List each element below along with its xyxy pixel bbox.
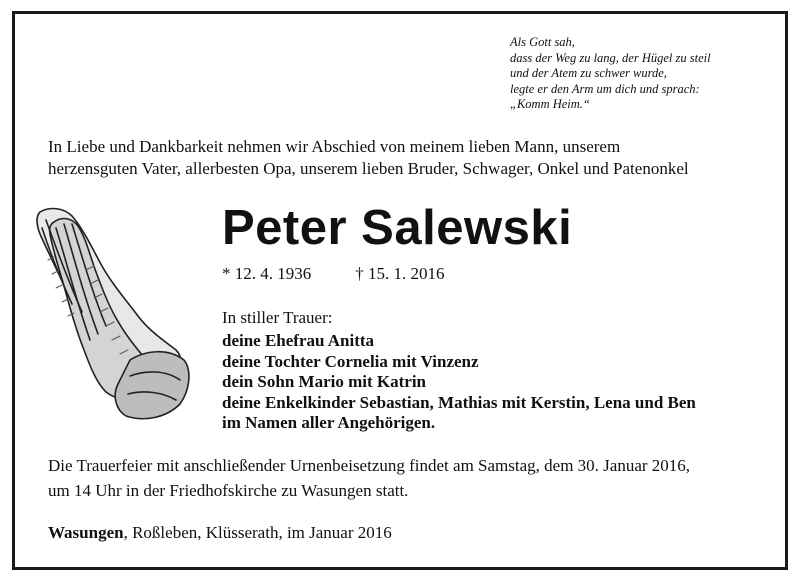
ceremony-line: Die Trauerfeier mit anschließender Urnenbeisetzung findet am Samstag, dem 30. Januar 2016, [48,456,691,475]
mourning-label: In stiller Trauer: [222,308,333,327]
poem-line: „Komm Heim.“ [510,97,590,111]
mourner-line: deine Tochter Cornelia mit Vinzenz [222,351,479,371]
ceremony-line: um 14 Uhr in der Friedhofskirche zu Wasungen statt. [48,481,409,500]
mourner-line: im Namen aller Angehörigen. [222,413,436,432]
death-date: † 15. 1. 2016 [355,264,445,283]
intro-line: In Liebe und Dankbarkeit nehmen wir Abschied von meinem lieben Mann, unserem [48,137,621,156]
mourner-line: deine Ehefrau Anitta [222,331,375,350]
poem-line: legte er den Arm um dich und sprach: [510,81,700,96]
ceremony-info [48,453,773,503]
deceased-name: Peter Salewski [222,201,573,255]
life-dates [222,263,445,285]
birth-date: * 12. 4. 1936 [222,264,312,283]
mourner-line: deine Enkelkinder Sebastian, Mathias mit Kerstin, Lena und Ben [222,392,696,412]
place-date [48,522,392,544]
mourners-list [222,331,696,434]
poem-line: dass der Weg zu lang, der Hügel zu steil [510,50,711,65]
mourner-line: dein Sohn Mario mit Katrin [222,372,427,391]
place-city: Wasungen [48,523,124,542]
poem-line: und der Atem zu schwer wurde, [510,66,667,80]
place-rest: , Roßleben, Klüsserath, im Januar 2016 [123,523,392,542]
praying-hands-icon [26,200,196,425]
intro-line: herzensguten Vater, allerbesten Opa, unserem lieben Bruder, Schwager, Onkel und Patenonkel [48,159,689,178]
poem [510,35,770,113]
intro-text [48,136,768,180]
poem-line: Als Gott sah, [510,35,575,49]
